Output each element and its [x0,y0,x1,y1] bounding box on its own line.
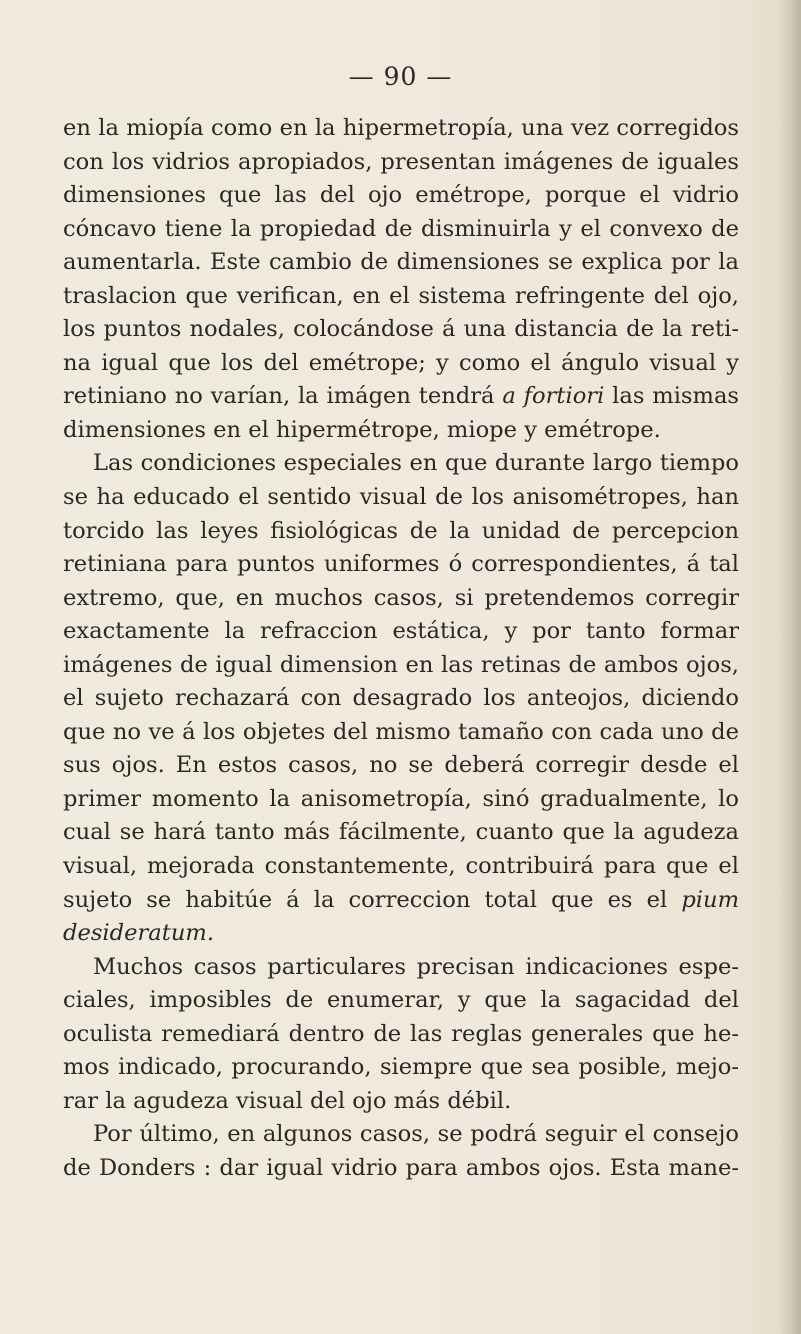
text-line: traslacion que verifican, en el sistema refringente del ojo, [63,282,739,309]
text-line: se ha educado el sentido visual de los anisométropes, han [63,484,739,511]
text-line: exactamente la refraccion estática, y por tanto formar [63,618,739,645]
text-line: primer momento la anisometropía, sinó gradualmente, lo [63,785,739,812]
italic-term: desideratum. [63,920,214,947]
text-line: de Donders : dar igual vidrio para ambos ojos. Esta mane- [63,1154,739,1181]
text-line: ciales, imposibles de enumerar, y que la sagacidad del [63,987,739,1014]
paragraph [63,1118,739,1185]
text-line: dimensiones que las del ojo emétrope, porque el vidrio [63,182,739,209]
text-line: aumentarla. Este cambio de dimensiones se explica por la [63,249,739,276]
text-line: torcido las leyes fisiológicas de la unidad de percepcion [63,517,739,544]
paragraph [63,951,739,1119]
text-line: Por último, en algunos casos, se podrá seguir el consejo [93,1121,739,1148]
page-number: — 90 — [348,62,453,91]
text-line: con los vidrios apropiados, presentan imágenes de iguales [63,148,739,175]
page-edge-shadow [779,0,801,1334]
text-line: Muchos casos particulares precisan indicaciones espe- [93,953,739,980]
text-line: dimensiones en el hipermétrope, miope y emétrope. [63,416,661,443]
text-line: cual se hará tanto más fácilmente, cuanto que la agudeza [63,819,739,846]
text-line: los puntos nodales, colocándose á una distancia de la reti- [63,316,739,343]
text-line-with-italic [63,380,739,414]
text-run: retiniano no varían, la imágen tendrá [63,383,503,410]
text-line-italic [63,917,739,951]
italic-term: pium [681,886,739,913]
paragraph [63,112,739,447]
text-line: en la miopía como en la hipermetropía, una vez corregidos [63,115,739,141]
text-line: que no ve á los objetes del mismo tamaño con cada uno de [63,718,739,745]
text-line-with-italic [63,884,739,918]
text-line: visual, mejorada constantemente, contribuirá para que el [63,853,739,880]
text-line: rar la agudeza visual del ojo más débil. [63,1087,512,1114]
italic-term: a fortiori [502,383,605,410]
text-line: el sujeto rechazará con desagrado los anteojos, diciendo [63,685,739,712]
text-line: imágenes de igual dimension en las retinas de ambos ojos, [63,651,739,678]
paragraph [63,447,739,950]
text-line: sus ojos. En estos casos, no se deberá corregir desde el [63,752,739,779]
text-line: retiniana para puntos uniformes ó correspondientes, á tal [63,551,739,578]
text-line: na igual que los del emétrope; y como el ángulo visual y [63,349,739,376]
text-line: cóncavo tiene la propiedad de disminuirla y el convexo de [63,215,739,242]
text-line: oculista remediará dentro de las reglas generales que he- [63,1020,739,1047]
text-line: mos indicado, procurando, siempre que sea posible, mejo- [63,1054,739,1081]
text-run: las mismas [604,383,740,410]
text-line: extremo, que, en muchos casos, si pretendemos corregir [63,584,739,611]
text-run: sujeto se habitúe á la correccion total que es el [63,886,682,913]
body-text [63,112,739,1186]
text-line: Las condiciones especiales en que durante largo tiempo [93,450,739,477]
